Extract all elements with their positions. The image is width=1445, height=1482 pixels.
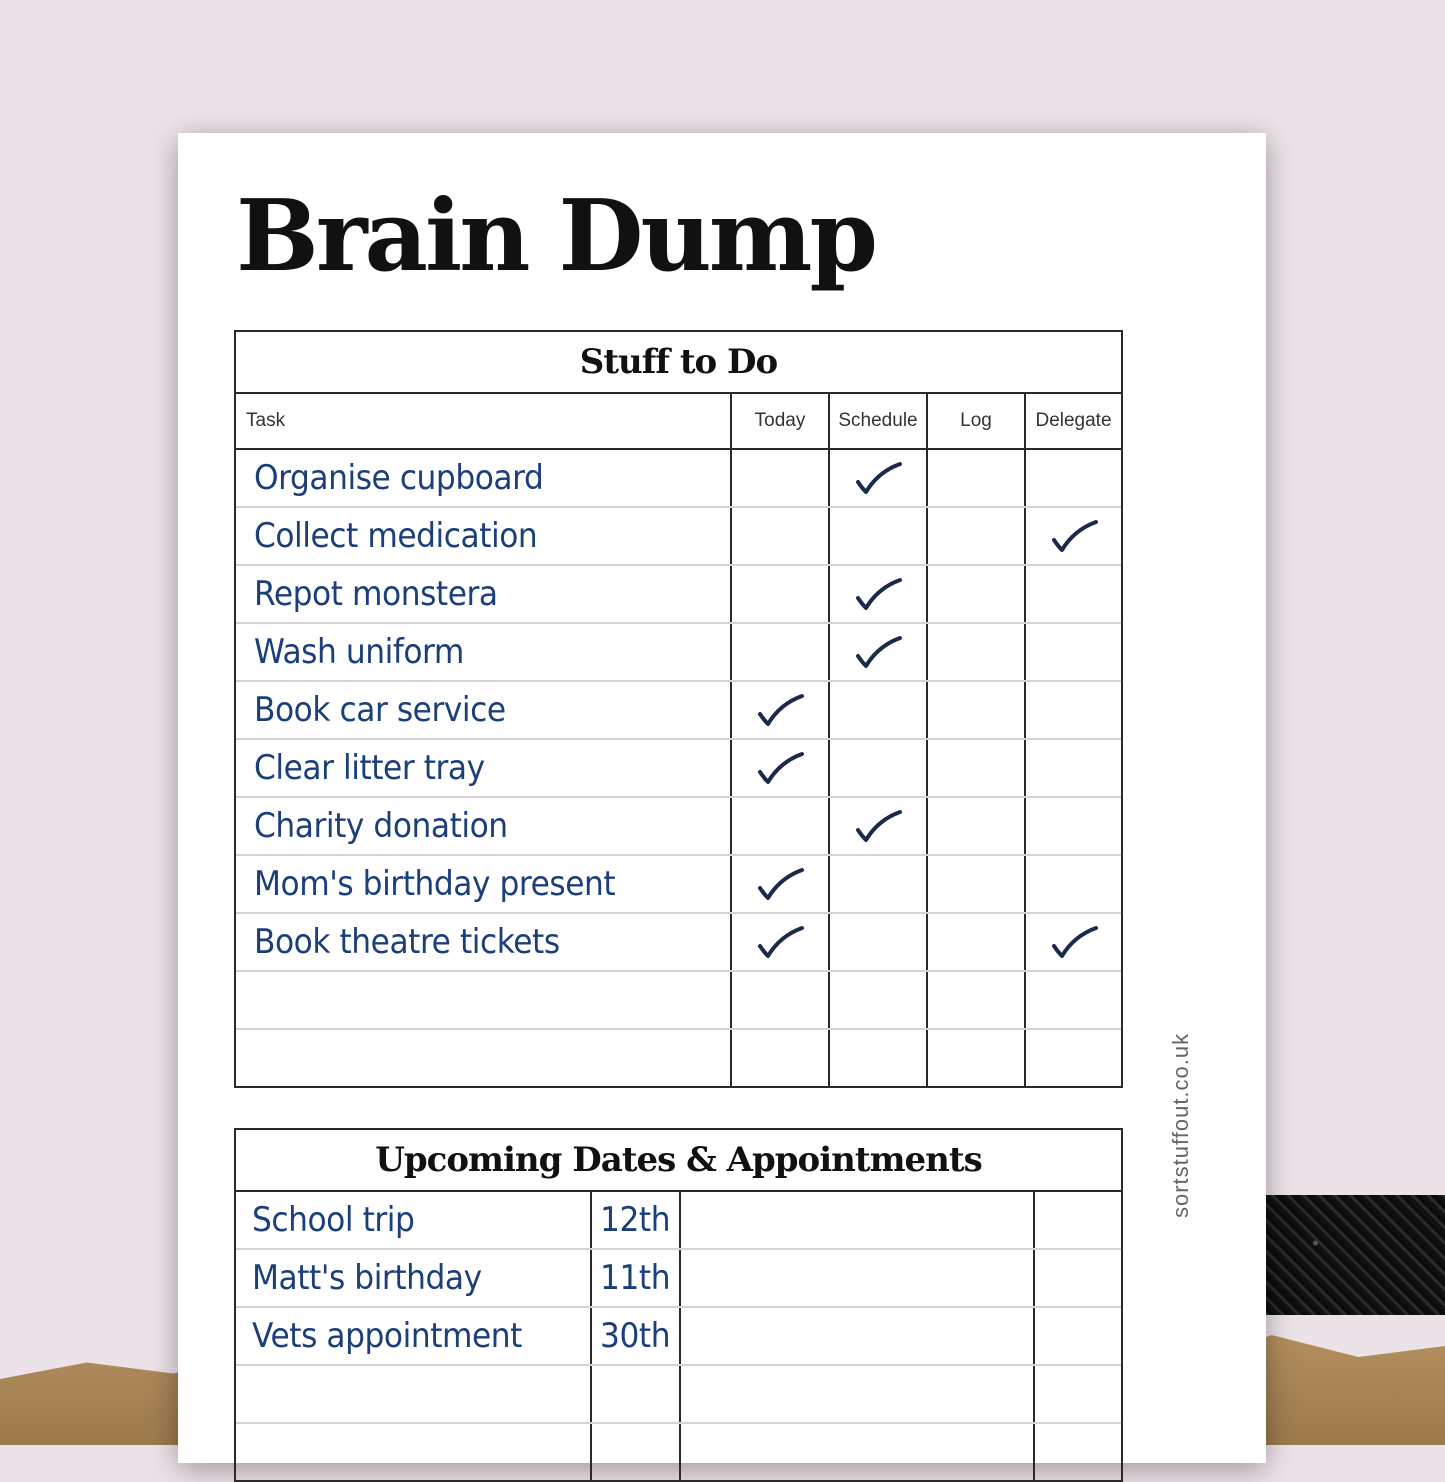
appointment-rows: [236, 1192, 1121, 1480]
delegate-cell: [1024, 682, 1121, 738]
appointment-extra-cell: [1033, 1250, 1121, 1306]
appointment-name-cell: [236, 1366, 590, 1422]
appointment-date: 30th: [600, 1316, 671, 1356]
task-label: Mom's birthday present: [254, 864, 616, 904]
appointment-date-cell: [590, 1424, 679, 1480]
column-header-schedule: Schedule: [828, 394, 926, 448]
appointments-table: [234, 1128, 1123, 1482]
task-row: [236, 740, 1121, 798]
stuff-to-do-heading: Stuff to Do: [236, 332, 1121, 394]
appointment-row: [236, 1366, 1121, 1424]
appointment-notes-cell: [679, 1308, 1033, 1364]
appointment-name-cell: [236, 1250, 590, 1306]
appointment-extra-cell: [1033, 1192, 1121, 1248]
task-label: Book car service: [254, 690, 506, 730]
task-cell: [236, 856, 730, 912]
delegate-cell: [1024, 798, 1121, 854]
delegate-check-icon: [1048, 516, 1100, 556]
today-cell: [730, 566, 828, 622]
today-cell: [730, 972, 828, 1028]
today-cell: [730, 1030, 828, 1086]
appointment-date-cell: [590, 1308, 679, 1364]
schedule-cell: [828, 624, 926, 680]
log-cell: [926, 682, 1024, 738]
delegate-cell: [1024, 1030, 1121, 1086]
column-headers: [236, 394, 1121, 450]
task-row: [236, 856, 1121, 914]
background-black-paper: [1260, 1195, 1445, 1315]
task-row: [236, 508, 1121, 566]
task-cell: [236, 798, 730, 854]
column-header-today: Today: [730, 394, 828, 448]
task-row: [236, 624, 1121, 682]
task-label: Repot monstera: [254, 574, 498, 614]
appointments-heading: Upcoming Dates & Appointments: [236, 1130, 1121, 1192]
appointment-date-cell: [590, 1192, 679, 1248]
delegate-cell: [1024, 624, 1121, 680]
appointment-date: 12th: [600, 1200, 671, 1240]
appointment-date-cell: [590, 1250, 679, 1306]
task-cell: [236, 566, 730, 622]
column-header-log: Log: [926, 394, 1024, 448]
schedule-check-icon: [852, 632, 904, 672]
website-credit: sortstuffout.co.uk: [1168, 1032, 1193, 1218]
log-cell: [926, 450, 1024, 506]
log-cell: [926, 508, 1024, 564]
delegate-cell: [1024, 740, 1121, 796]
schedule-cell: [828, 798, 926, 854]
appointment-name-cell: [236, 1192, 590, 1248]
planner-sheet: [178, 133, 1266, 1463]
today-cell: [730, 856, 828, 912]
appointment-extra-cell: [1033, 1308, 1121, 1364]
task-cell: [236, 624, 730, 680]
log-cell: [926, 798, 1024, 854]
task-cell: [236, 972, 730, 1028]
today-check-icon: [754, 864, 806, 904]
task-row: [236, 798, 1121, 856]
task-cell: [236, 740, 730, 796]
schedule-cell: [828, 682, 926, 738]
log-cell: [926, 856, 1024, 912]
today-cell: [730, 508, 828, 564]
today-check-icon: [754, 690, 806, 730]
appointment-extra-cell: [1033, 1424, 1121, 1480]
task-rows: [236, 450, 1121, 1086]
schedule-cell: [828, 450, 926, 506]
schedule-cell: [828, 914, 926, 970]
appointment-name: School trip: [252, 1200, 415, 1240]
appointment-date: 11th: [600, 1258, 671, 1298]
task-cell: [236, 508, 730, 564]
appointment-row: [236, 1424, 1121, 1480]
appointment-name: Vets appointment: [252, 1316, 522, 1356]
appointment-date-cell: [590, 1366, 679, 1422]
schedule-cell: [828, 566, 926, 622]
appointment-name-cell: [236, 1308, 590, 1364]
schedule-cell: [828, 1030, 926, 1086]
task-label: Charity donation: [254, 806, 508, 846]
today-cell: [730, 450, 828, 506]
delegate-cell: [1024, 508, 1121, 564]
today-cell: [730, 798, 828, 854]
appointment-name-cell: [236, 1424, 590, 1480]
task-label: Book theatre tickets: [254, 922, 560, 962]
today-check-icon: [754, 922, 806, 962]
schedule-cell: [828, 508, 926, 564]
column-header-task: Task: [246, 410, 286, 431]
appointment-name: Matt's birthday: [252, 1258, 482, 1298]
schedule-cell: [828, 856, 926, 912]
today-check-icon: [754, 748, 806, 788]
appointment-row: [236, 1192, 1121, 1250]
task-label: Wash uniform: [254, 632, 464, 672]
task-label: Collect medication: [254, 516, 538, 556]
delegate-cell: [1024, 566, 1121, 622]
log-cell: [926, 914, 1024, 970]
schedule-cell: [828, 740, 926, 796]
delegate-cell: [1024, 856, 1121, 912]
today-cell: [730, 682, 828, 738]
delegate-cell: [1024, 972, 1121, 1028]
appointment-notes-cell: [679, 1366, 1033, 1422]
task-cell: [236, 914, 730, 970]
log-cell: [926, 624, 1024, 680]
page-title: Brain Dump: [236, 179, 876, 294]
stuff-to-do-table: [234, 330, 1123, 1088]
schedule-check-icon: [852, 806, 904, 846]
task-row: [236, 1030, 1121, 1086]
schedule-cell: [828, 972, 926, 1028]
appointment-row: [236, 1308, 1121, 1366]
task-label: Organise cupboard: [254, 458, 544, 498]
column-header-delegate: Delegate: [1024, 394, 1121, 448]
today-cell: [730, 624, 828, 680]
log-cell: [926, 740, 1024, 796]
delegate-cell: [1024, 914, 1121, 970]
appointment-notes-cell: [679, 1424, 1033, 1480]
task-row: [236, 972, 1121, 1030]
delegate-cell: [1024, 450, 1121, 506]
log-cell: [926, 972, 1024, 1028]
appointment-extra-cell: [1033, 1366, 1121, 1422]
task-row: [236, 914, 1121, 972]
task-cell: [236, 1030, 730, 1086]
task-cell: [236, 450, 730, 506]
task-row: [236, 566, 1121, 624]
schedule-check-icon: [852, 574, 904, 614]
log-cell: [926, 1030, 1024, 1086]
schedule-check-icon: [852, 458, 904, 498]
appointment-row: [236, 1250, 1121, 1308]
delegate-check-icon: [1048, 922, 1100, 962]
today-cell: [730, 914, 828, 970]
task-row: [236, 450, 1121, 508]
appointment-notes-cell: [679, 1192, 1033, 1248]
task-cell: [236, 682, 730, 738]
task-label: Clear litter tray: [254, 748, 485, 788]
appointment-notes-cell: [679, 1250, 1033, 1306]
task-row: [236, 682, 1121, 740]
today-cell: [730, 740, 828, 796]
log-cell: [926, 566, 1024, 622]
